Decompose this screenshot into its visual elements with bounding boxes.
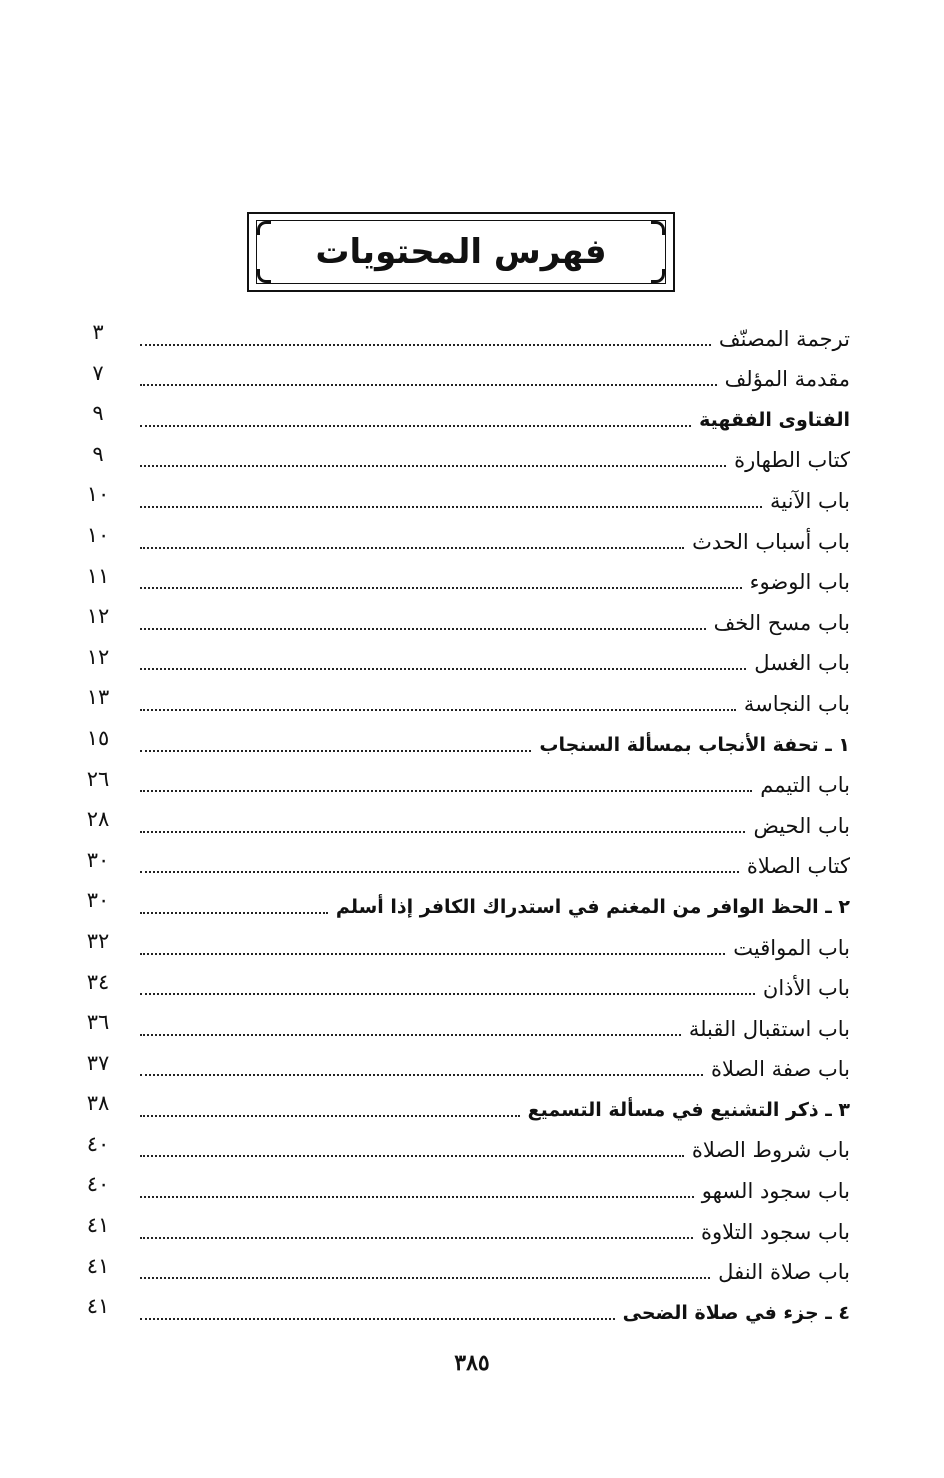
toc-entry-title: باب سجود التلاوة xyxy=(701,1219,850,1244)
toc-entry-page: ٩ xyxy=(92,441,104,466)
toc-entry xyxy=(78,314,850,355)
toc-entry-title: باب الوضوء xyxy=(749,570,850,595)
toc-entry-title: كتاب الصلاة xyxy=(746,854,850,879)
toc-entry xyxy=(78,1248,850,1289)
page-title: فهرس المحتويات xyxy=(315,232,607,272)
toc-dot-leader xyxy=(140,547,684,549)
toc-entry-page: ١٢ xyxy=(86,604,110,629)
toc-entry xyxy=(78,842,850,883)
toc-entry-page: ٣ xyxy=(92,320,104,344)
toc-entry-title: باب الآنية xyxy=(770,488,850,513)
toc-dot-leader xyxy=(140,831,745,833)
toc-dot-leader xyxy=(140,790,752,792)
toc-entry xyxy=(78,1004,850,1045)
toc-entry-page: ٧ xyxy=(92,360,104,385)
toc-entry xyxy=(78,923,850,964)
toc-dot-leader xyxy=(140,1034,681,1036)
toc-entry-title: باب صفة الصلاة xyxy=(710,1057,850,1082)
toc-entry-page: ١٣ xyxy=(86,685,110,710)
toc-entry-page: ١٥ xyxy=(86,725,110,750)
toc-dot-leader xyxy=(140,384,717,386)
toc-entry-title: ١ ـ تحفة الأنجاب بمسألة السنجاب xyxy=(539,733,850,756)
toc-dot-leader xyxy=(140,709,736,711)
toc-entry-title: باب الحيض xyxy=(753,813,850,838)
toc-entry-title: ٣ ـ ذكر التشنيع في مسألة التسميع xyxy=(527,1098,850,1121)
toc-dot-leader xyxy=(140,750,531,752)
toc-dot-leader xyxy=(140,993,755,995)
toc-entry-page: ١٠ xyxy=(86,482,110,507)
toc-entry-page: ٢٨ xyxy=(86,807,110,832)
toc-dot-leader xyxy=(140,425,691,427)
toc-entry-title: باب صلاة النفل xyxy=(718,1260,850,1285)
toc-entry xyxy=(78,395,850,436)
toc-entry xyxy=(78,1085,850,1126)
toc-entry xyxy=(78,1207,850,1248)
toc-entry xyxy=(78,639,850,680)
toc-entry xyxy=(78,801,850,842)
toc-entry-page: ٤٠ xyxy=(86,1172,110,1197)
toc-entry-title: باب التيمم xyxy=(760,773,850,798)
toc-dot-leader xyxy=(140,668,746,670)
toc-dot-leader xyxy=(140,1196,694,1198)
toc-entry-title: كتاب الطهارة xyxy=(734,448,850,473)
toc-entry-page: ٤١ xyxy=(86,1213,110,1238)
toc-entry-page: ٣٦ xyxy=(86,1010,110,1035)
toc-entry-page: ٣٢ xyxy=(86,928,110,953)
toc-entry-page: ١٠ xyxy=(86,522,110,547)
toc-entry-title: باب أسباب الحدث xyxy=(692,529,850,554)
footer-page-number: ٣٨٥ xyxy=(454,1350,490,1376)
toc-dot-leader xyxy=(140,628,706,630)
toc-entry xyxy=(78,1126,850,1167)
toc-entry xyxy=(78,436,850,477)
toc-entry-title: الفتاوى الفقهية xyxy=(699,408,850,431)
toc-entry-title: باب استقبال القبلة xyxy=(688,1016,850,1041)
toc-entry-page: ٣٤ xyxy=(86,969,110,994)
toc-entry-page: ٤١ xyxy=(86,1294,110,1319)
toc-entry-title: باب النجاسة xyxy=(743,691,850,716)
table-of-contents xyxy=(78,314,850,1329)
toc-entry-title: باب شروط الصلاة xyxy=(691,1138,850,1163)
toc-dot-leader xyxy=(140,1115,520,1117)
toc-dot-leader xyxy=(140,506,762,508)
toc-entry xyxy=(78,1288,850,1329)
toc-entry-title: مقدمة المؤلف xyxy=(724,367,850,392)
toc-entry-page: ٣٠ xyxy=(86,888,110,913)
toc-dot-leader xyxy=(140,465,726,467)
toc-entry xyxy=(78,517,850,558)
toc-entry-title: باب المواقيت xyxy=(733,935,850,960)
toc-dot-leader xyxy=(140,1277,710,1279)
toc-dot-leader xyxy=(140,871,739,873)
toc-entry-page: ٢٦ xyxy=(86,766,110,791)
toc-entry xyxy=(78,761,850,802)
toc-entry-page: ٣٧ xyxy=(86,1050,110,1075)
toc-entry xyxy=(78,355,850,396)
toc-entry xyxy=(78,720,850,761)
toc-entry xyxy=(78,598,850,639)
toc-entry xyxy=(78,964,850,1005)
toc-entry-title: باب مسح الخف xyxy=(713,610,850,635)
toc-entry xyxy=(78,1045,850,1086)
toc-entry xyxy=(78,1166,850,1207)
toc-entry-page: ٣٠ xyxy=(86,847,110,872)
toc-entry-page: ١٢ xyxy=(86,644,110,669)
toc-entry-title: ٢ ـ الحظ الوافر من المغنم في استدراك الكافر إذا أسلم xyxy=(335,895,850,918)
toc-dot-leader xyxy=(140,1074,703,1076)
title-frame xyxy=(247,212,675,292)
toc-entry-title: باب الغسل xyxy=(754,651,850,676)
toc-entry-title: باب الأذان xyxy=(762,976,850,1001)
toc-dot-leader xyxy=(140,1155,684,1157)
toc-dot-leader xyxy=(140,953,725,955)
toc-entry xyxy=(78,679,850,720)
toc-entry-page: ١١ xyxy=(86,563,110,588)
toc-entry xyxy=(78,476,850,517)
toc-entry-title: ترجمة المصنّف xyxy=(718,326,850,351)
toc-entry xyxy=(78,558,850,599)
toc-entry-page: ٩ xyxy=(92,401,104,426)
toc-dot-leader xyxy=(140,344,711,346)
toc-dot-leader xyxy=(140,912,328,914)
toc-entry-page: ٣٨ xyxy=(86,1091,110,1116)
toc-entry-page: ٤٠ xyxy=(86,1131,110,1156)
toc-entry xyxy=(78,882,850,923)
toc-dot-leader xyxy=(140,1318,615,1320)
toc-entry-page: ٤١ xyxy=(86,1253,110,1278)
toc-dot-leader xyxy=(140,1237,693,1239)
toc-entry-title: باب سجود السهو xyxy=(701,1179,850,1204)
toc-entry-title: ٤ ـ جزء في صلاة الضحى xyxy=(622,1301,850,1324)
toc-dot-leader xyxy=(140,587,742,589)
